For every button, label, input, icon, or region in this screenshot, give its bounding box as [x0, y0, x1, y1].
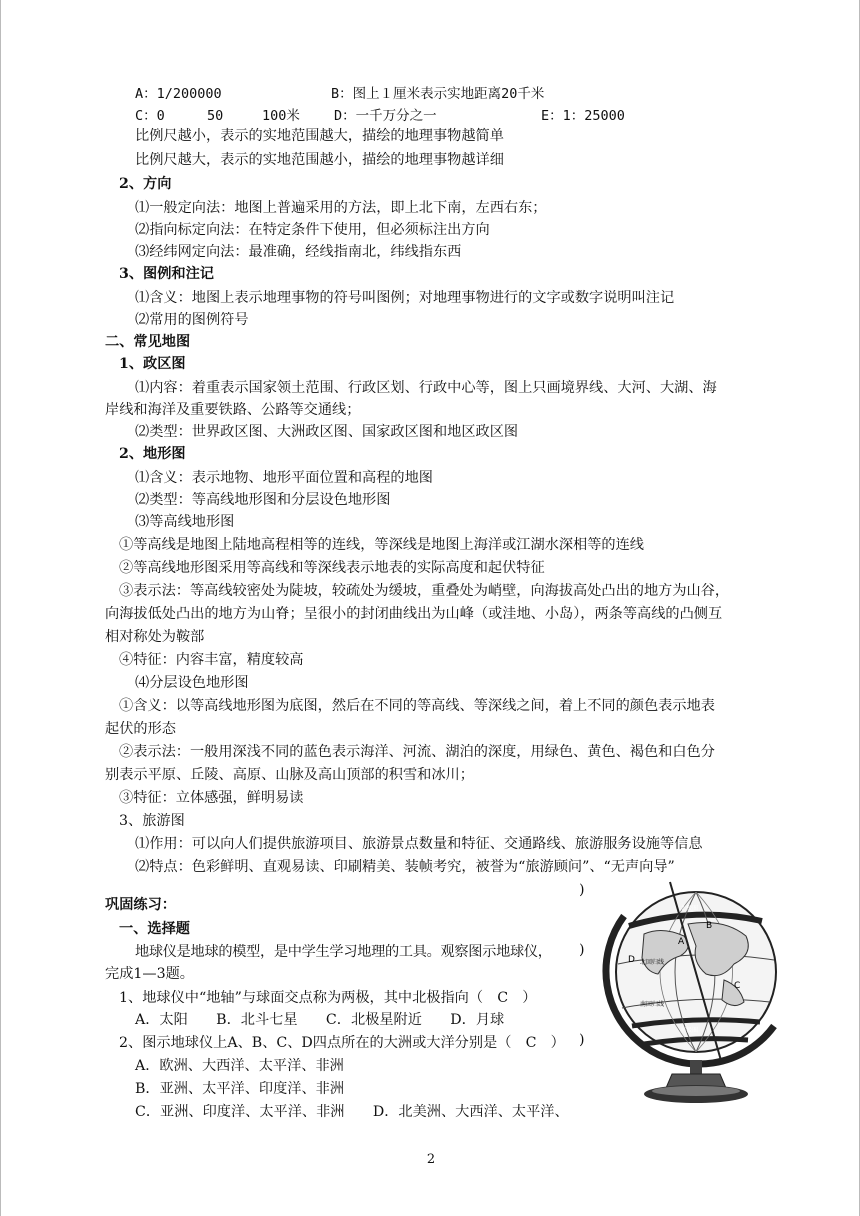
text-line: 地球仪是地球的模型，是中学生学习地理的工具。观察图示地球仪， — [135, 944, 552, 960]
scale-option-d: D：一千万分之一 — [334, 108, 437, 124]
text-line: ①等高线是地图上陆地高程相等的连线，等深线是地图上海洋或江湖水深相等的连线 — [119, 537, 644, 553]
globe-band-label: 南回归线 — [640, 1001, 665, 1008]
text-line: ⑴作用：可以向人们提供旅游项目、旅游景点数量和特征、交通路线、旅游服务设施等信息 — [135, 836, 703, 852]
text-line: 岸线和海洋及重要铁路、公路等交通线； — [105, 402, 361, 418]
bracket-mark: ) — [579, 882, 585, 898]
scale-option-e: E：1：25000 — [541, 108, 625, 124]
page-number: 2 — [426, 1152, 436, 1167]
question-2-option-c-d: C．亚洲、印度洋、太平洋、非洲 D．北美洲、大西洋、太平洋、 — [135, 1104, 569, 1120]
scale-option-a: A：1/200000 — [135, 86, 222, 102]
section-heading: 一、选择题 — [119, 921, 190, 937]
bracket-mark: ) — [579, 942, 585, 958]
text-line: ⑵类型：等高线地形图和分层设色地形图 — [135, 492, 391, 508]
text-line: 完成1—3题。 — [105, 966, 194, 982]
globe-label-c: C — [734, 981, 741, 991]
section-heading: 3、图例和注记 — [119, 266, 214, 282]
scale-option-b: B：图上１厘米表示实地距离20千米 — [331, 86, 545, 102]
text-line: 比例尺越大，表示的实地范围越小，描绘的地理事物越详细 — [135, 152, 504, 168]
question-1-options: A．太阳 B．北斗七星 C．北极星附近 D．月球 — [135, 1012, 505, 1028]
globe-band-label: 北回归线 — [640, 959, 665, 966]
text-line: ⑴含义：表示地物、地形平面位置和高程的地图 — [135, 470, 433, 486]
section-heading: 2、地形图 — [119, 446, 186, 462]
text-line: ③表示法：等高线较密处为陡坡，较疏处为缓坡，重叠处为峭壁，向海拔高处凸出的地方为山谷， — [119, 583, 730, 599]
section-heading: 1、政区图 — [119, 356, 186, 372]
text-line: ⑴含义：地图上表示地理事物的符号叫图例；对地理事物进行的文字或数字说明叫注记 — [135, 290, 675, 306]
text-line: 别表示平原、丘陵、高原、山脉及高山顶部的积雪和冰川； — [105, 767, 474, 783]
text-line: ⑴一般定向法：地图上普遍采用的方法，即上北下南，左西右东； — [135, 200, 547, 216]
practice-heading: 巩固练习： — [105, 897, 176, 913]
globe-label-d: D — [628, 955, 635, 965]
question-2-option-b: B．亚洲、太平洋、印度洋、非洲 — [135, 1081, 345, 1097]
text-line: ⑷分层设色地形图 — [135, 675, 249, 691]
text-line: ②表示法：一般用深浅不同的蓝色表示海洋、河流、湖泊的深度，用绿色、黄色、褐色和白色分 — [119, 744, 715, 760]
text-line: 相对称处为鞍部 — [105, 629, 205, 645]
globe-label-a: A — [678, 937, 685, 947]
text-line: ⑵类型：世界政区图、大洲政区图、国家政区图和地区政区图 — [135, 424, 519, 440]
question-2: 2、图示地球仪上A、B、C、D四点所在的大洲或大洋分别是（ C ） — [119, 1035, 565, 1051]
question-2-option-a: A．欧洲、大西洋、太平洋、非洲 — [135, 1058, 344, 1074]
text-line: ④特征：内容丰富，精度较高 — [119, 652, 304, 668]
question-1: 1、地球仪中“地轴”与球面交点称为两极，其中北极指向（ C ） — [119, 990, 537, 1006]
section-heading: 3、旅游图 — [119, 813, 185, 829]
scale-option-c-fifty: 50 — [207, 108, 224, 124]
text-line: ⑵指向标定向法：在特定条件下使用，但必须标注出方向 — [135, 222, 490, 238]
text-line: ③特征：立体感强，鲜明易读 — [119, 790, 304, 806]
text-line: 起伏的形态 — [105, 721, 176, 737]
text-line: ⑵常用的图例符号 — [135, 312, 249, 328]
text-line: ⑵特点：色彩鲜明、直观易读、印刷精美、装帧考究，被誉为“旅游顾问”、“无声向导” — [135, 859, 675, 875]
section-heading: 2、方向 — [119, 176, 172, 192]
text-line: ⑶经纬网定向法：最准确，经线指南北，纬线指东西 — [135, 244, 462, 260]
text-line: 比例尺越小，表示的实地范围越大，描绘的地理事物越简单 — [135, 128, 504, 144]
text-line: 向海拔低处凸出的地方为山脊；呈很小的封闭曲线出为山峰（或洼地、小岛），两条等高线的凸侧互 — [105, 606, 723, 622]
scale-option-c-zero: C：0 — [135, 108, 165, 124]
text-line: ⑶等高线地形图 — [135, 514, 235, 530]
text-line: ⑴内容：着重表示国家领土范围、行政区划、行政中心等，图上只画境界线、大河、大湖、海 — [135, 380, 717, 396]
globe-band-label: 南极圈 — [680, 1027, 699, 1034]
globe-illustration — [584, 876, 806, 1108]
globe-label-b: B — [706, 921, 713, 931]
text-line: ②等高线地形图采用等高线和等深线表示地表的实际高度和起伏特征 — [119, 560, 545, 576]
scale-option-c-hundred: 100米 — [262, 108, 300, 124]
bracket-mark: ) — [579, 1032, 585, 1048]
text-line: ①含义：以等高线地形图为底图，然后在不同的等高线、等深线之间，着上不同的颜色表示地表 — [119, 698, 715, 714]
globe-band-label: 北极圈 — [680, 905, 699, 912]
chapter-heading: 二、常见地图 — [105, 334, 191, 350]
